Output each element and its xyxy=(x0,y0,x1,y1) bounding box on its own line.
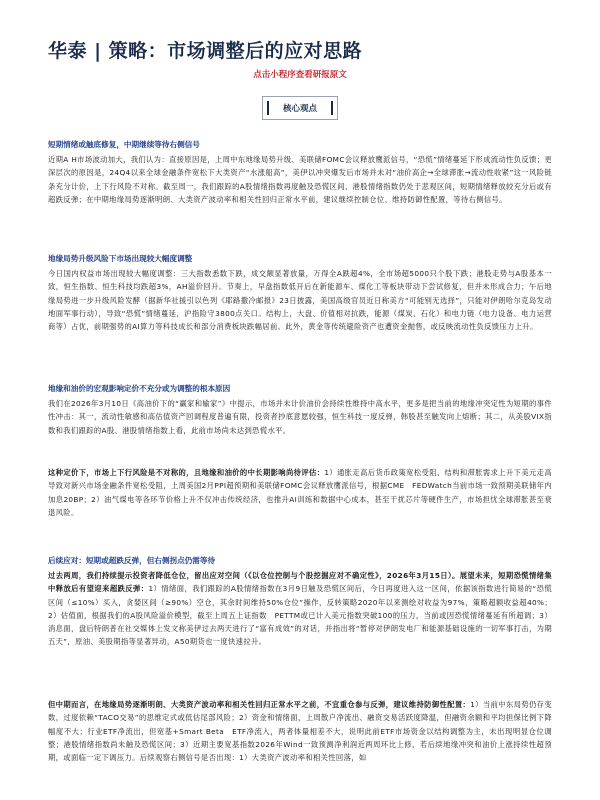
section-text: 1）情绪面，我们跟踪的A股情绪指数在3月9日触及恐慌区间后，今日再度进入这一区间，依据该指数进行简易的“恐慌区间（≤10%）买入，贪婪区间（≥90%）空仓，其余时间维持50%仓位”操作，反转策略2020年以来测绘对收益为97%，策略超额收益超40%；2）估值面，根据我们的A股风险溢价模型，截至上周五上证指数 PETTM或已计入美元指数突破100的压力，当前或因恐慌情绪蔓延有所超调；3）消息面，盘后特朗普在社交媒体上发文称美伊过去两天进行了“富有成效”的对话，并指出将“暂停对伊朗发电厂和能源基础设施的一切军事打击，为期五天”，原油、美股期指等显著异动，A50期货也一度快速拉升。 xyxy=(48,584,552,647)
section-heading: 地缘和油价的宏观影响定价不充分或为调整的根本原因 xyxy=(48,384,231,393)
section-lead: 但中期而言，在地缘局势逐渐明朗、大类资产波动率和相关性回归正常水平之前，不宜重仓参与反弹，建议维持防御性配置： xyxy=(48,700,471,709)
section-body: 近期A H市场波动加大，我们认为：直接原因是，上周中东地缘局势升级、美联储FOMC会议释放鹰派信号，“恐慌”情绪蔓延下形成流动性负反馈；更深层次的原因是，24Q4以来全球金融条件宽松下大类资产“水涨船高”，美伊以冲突爆发后市场并未对“油价高企→全球滞胀→流动性收紧”这一风险链条充分计价，上下行风险不对称。截至周一，我们跟踪的A股情绪指数再度触及恐慌区间、港股情绪指数仍处于悲观区间，短期情绪释放较充分后或有超跌反弹；在中期地缘局势逐渐明朗、大类资产波动率和相关性回归正常水平前，建议继续控制仓位、维持防御性配置，等待右侧信号。 xyxy=(48,155,552,204)
section-body xyxy=(48,698,552,764)
section-lead: 这种定价下，市场上下行风险是不对称的，且地缘和油价的中长期影响尚待评估： xyxy=(48,468,325,477)
section-response xyxy=(48,554,552,649)
section-mid-term xyxy=(48,698,552,764)
section-body xyxy=(48,569,552,649)
view-report-link[interactable]: 点击小程序查看研报原文 xyxy=(253,70,347,80)
core-views-box xyxy=(262,96,338,120)
section-lead: 过去两周，我们持续提示投资者降低仓位，留出应对空间（《以仓位控制与个股挖掘应对不确定性》，2026年3月15日）。展望未来，短期恐慌情绪集中释放后有望迎来超跌反弹： xyxy=(48,571,552,594)
section-market-adjustment xyxy=(48,252,552,333)
section-text: 1）当前中东局势仍存变数，过度依赖“TACO交易”的思维定式或低估尾部风险；2）资金和情绪面，上周散户净流出、融资交易活跃度降温，但融资余额和平均担保比例下降幅度不大；行业ETF净流出，但宽基+Smart Beta ETF净流入，两者体量相差不大，说明此前ETF市场资金以结构调整为主，未出现明显仓位调整；港股情绪指数尚未触及恐慌区间；3）近期主要宽基指数2026年Wind一致预测净利润近两周环比上修，若后续地缘冲突和油价上涨持续性超预期，或面临一定下调压力。后续观察右侧信号是否出现：1）大类资产波动率和相关性回落，如 xyxy=(48,700,552,763)
page-title: 华泰 | 策略：市场调整后的应对思路 xyxy=(48,40,363,62)
section-body: 今日国内权益市场出现较大幅度调整：三大指数悉数下跌，成交额显著放量，万得全A跌超4%，全市场超5000只个股下跌；港股走势与A股基本一致，恒生指数、恒生科技均跌超3%，AH溢价回升。节奏上，早盘指数低开后在新能源车、煤化工等板块带动下尝试修复，但并未形成合力；午后地缘局势进一步升级风险发酵（据新华社援引以色列《耶路撒冷邮报》23日披露，美国高级官员近日称美方“可能别无选择”，只能对伊朗哈尔克岛发动地面军事行动），导致“恐慌”情绪蔓延，沪指险守3800点关口。结构上，大盘、价值相对抗跌，能源（煤炭、石化）和电力链（电力设备、电力运营商等）占优，前期强势的AI算力等科技成长和部分消费板块跌幅居前。此外，黄金等传统避险资产也遭资金抛售，或反映流动性负反馈压力上升。 xyxy=(48,269,552,332)
section-heading: 后续应对：短期或超跌反弹，但右侧拐点仍需等待 xyxy=(48,556,216,565)
section-heading: 地缘局势升级风险下市场出现较大幅度调整 xyxy=(48,254,193,263)
section-text: 1）通胀走高后货币政策宽松受阻、结构和滞胀需求上升下美元走高导致对新兴市场金融条件宽松受阻，上周美国2月PPI超预期和美联储FOMC会议释放鹰派信号，根据CME FEDWatch当前市场一致预期美联储年内加息20BP；2）油气煤电等各环节价格上升不仅冲击传统经济，也推升AI训练和数据中心成本，甚至干扰芯片等硬件生产，市场担忧全球滞胀甚至衰退风险。 xyxy=(48,468,552,517)
section-asymmetric-risk xyxy=(48,466,552,519)
section-short-term xyxy=(48,138,552,206)
box-bar-right xyxy=(331,101,333,115)
core-views-label: 核心观点 xyxy=(282,104,317,114)
section-macro-impact xyxy=(48,382,552,437)
section-heading: 短期情绪或触底修复，中期继续等待右侧信号 xyxy=(48,140,200,149)
section-body: 我们在2026年3月10日《高油价下的“赢家和输家”》中提示，市场并未计价油价会持续性维持中高水平，更多是把当前的地缘冲突定性为短期的事件性冲击：其一，流动性敏感和高估值资产回调程度普遍有限，投资者抄底意愿较强，恒生科技一度反弹，韩股甚至触发向上熔断；其二，从美股VIX指数和我们跟踪的A股、港股情绪指数上看，此前市场尚未达到恐慌水平。 xyxy=(48,399,552,435)
section-body xyxy=(48,466,552,519)
